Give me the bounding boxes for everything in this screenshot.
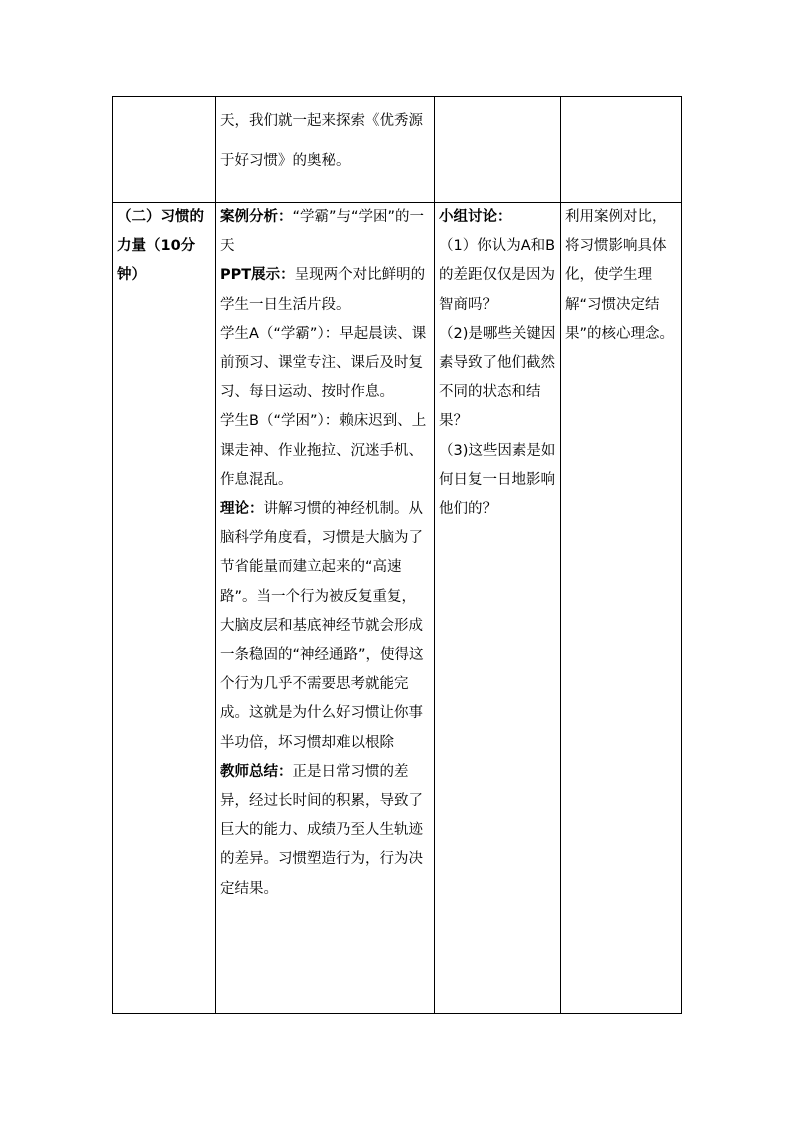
design-intent-text: 利用案例对比，将习惯影响具体化，使学生理解“习惯决定结果”的核心理念。	[565, 209, 675, 342]
table-row	[113, 203, 682, 1014]
theory-text: 讲解习惯的神经机制。从脑科学角度看，习惯是大脑为了节省能量而建立起来的“高速路”。当一个行为被反复重复，大脑皮层和基底神经节就会形成一条稳固的“神经通路”，使得这个行为几乎不需要思考就能完成。这就是为什么好习惯让你事半功倍，坏习惯却难以根除	[220, 501, 424, 751]
theory	[220, 495, 430, 758]
content-cell	[216, 203, 435, 1014]
stage-title: （二）习惯的力量（10分钟）	[117, 209, 204, 284]
content-cell	[216, 97, 435, 203]
question-3: （3)这些因素是如何日复一日地影响他们的？	[439, 442, 556, 518]
summary-label: 教师总结：	[220, 763, 293, 780]
ppt-label: PPT展示：	[220, 267, 295, 284]
question-1: （1）你认为A和B的差距仅仅是因为智商吗？	[439, 238, 556, 313]
intro-text: 天，我们就一起来探索《优秀源于好习惯》的奥秘。	[220, 113, 423, 169]
case-label: 案例分析：	[220, 209, 293, 225]
student-a-text: 学生A（“学霸”）：早起晨读、课前预习、课堂专注、课后及时复习、每日运动、按时作息。	[220, 325, 427, 401]
stage-cell	[113, 97, 216, 203]
design-intent-cell	[561, 97, 682, 203]
summary-text: 正是日常习惯的差异，经过长时间的积累，导致了巨大的能力、成绩乃至人生轨迹的差异。习惯塑造行为，行为决定结果。	[220, 763, 423, 897]
question-2: （2)是哪些关键因素导致了他们截然不同的状态和结果？	[439, 325, 556, 430]
student-activity-cell	[435, 97, 561, 203]
ppt-display	[220, 261, 430, 319]
teacher-summary	[220, 758, 430, 904]
discussion-label: 小组讨论：	[439, 209, 512, 225]
lesson-plan-table	[112, 96, 682, 1014]
student-activity-cell	[435, 203, 561, 1014]
theory-label: 理论：	[220, 501, 264, 518]
table-row	[113, 97, 682, 203]
design-intent-cell	[561, 203, 682, 1014]
student-b-text: 学生B（“学困”）：赖床迟到、上课走神、作业拖拉、沉迷手机、作息混乱。	[220, 413, 427, 488]
ppt-text: 呈现两个对比鲜明的学生一日生活片段。	[220, 267, 426, 313]
stage-cell	[113, 203, 216, 1014]
case-analysis	[220, 203, 430, 261]
case-text: “学霸”与“学困”的一天	[220, 209, 425, 255]
